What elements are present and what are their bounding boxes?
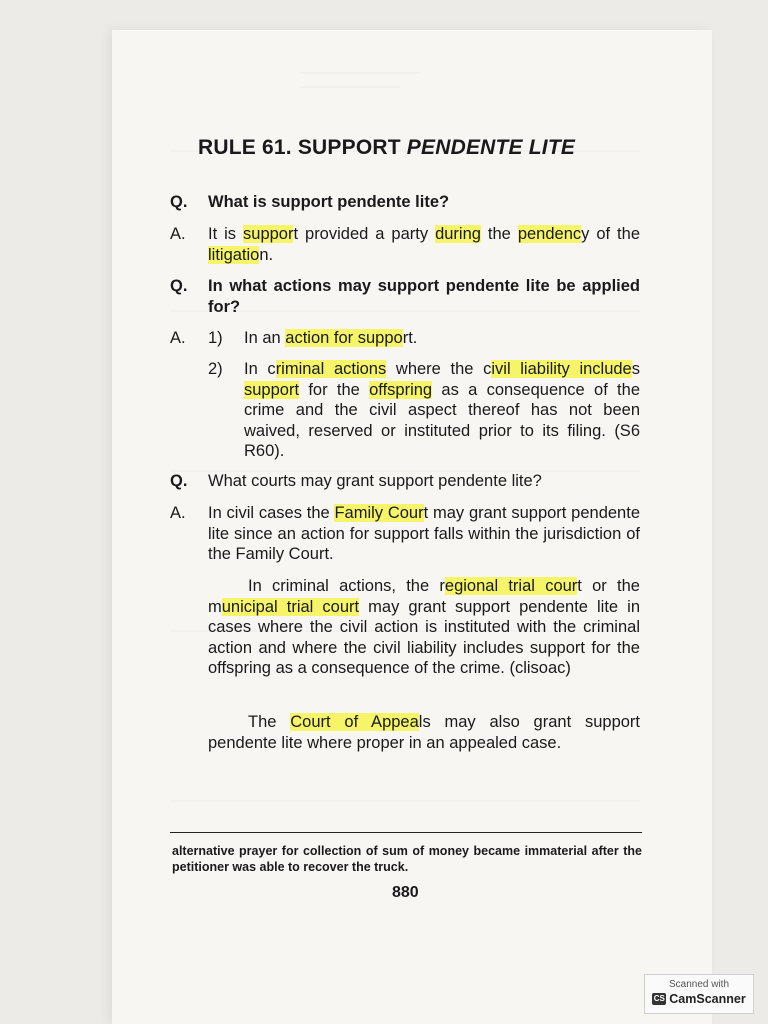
answer-3-paragraph-3 <box>170 712 640 756</box>
question-1 <box>170 192 640 214</box>
question-text: What courts may grant support pendente lite? <box>208 472 542 490</box>
item-number: 1) <box>208 329 223 347</box>
highlight: Family Cour <box>334 504 424 522</box>
highlight: unicipal trial court <box>221 597 360 616</box>
highlight: ivil liability include <box>491 360 632 378</box>
highlight: litigatio <box>208 245 260 264</box>
highlight: egional trial cour <box>444 577 578 595</box>
answer-3-paragraph-1 <box>170 503 640 567</box>
answer-1 <box>170 224 640 268</box>
highlight: suppor <box>243 225 294 243</box>
question-label: Q. <box>170 277 188 295</box>
question-label: Q. <box>170 472 188 490</box>
camscanner-watermark <box>644 974 754 1014</box>
watermark-caption: Scanned with <box>668 979 730 990</box>
highlight: support <box>244 380 300 399</box>
answer-2-item-2 <box>170 359 640 463</box>
item-text: In criminal actions where the civil liability includes support for the offspring as a consequence of the crime and the civil aspect thereof has not been waived, reserved or instituted prior to its filing. (S6 R60). <box>244 360 640 460</box>
paragraph-text: In criminal actions, the regional trial court or the municipal trial court may grant support pendente lite in cases where the civil action is instituted with the criminal action and where the civil liability includes support for the offspring as a consequence of the crime. (clisoac) <box>208 577 641 677</box>
page-number: 880 <box>392 884 419 901</box>
camscanner-logo-icon: CS <box>653 994 665 1003</box>
paragraph-text: In civil cases the Family Court may grant support pendente lite since an action for support falls within the jurisdiction of the Family Court. <box>208 504 640 563</box>
answer-text: It is support provided a party during the pendency of the litigation. <box>208 225 640 264</box>
footnote-divider <box>170 832 642 833</box>
answer-2-item-1 <box>170 328 640 350</box>
answer-3-paragraph-2 <box>170 576 640 700</box>
highlight: pendenc <box>517 225 582 243</box>
item-text: In an action for support. <box>244 329 418 347</box>
rule-heading-italic: PENDENTE LITE <box>406 136 576 159</box>
highlight: during <box>435 225 481 243</box>
highlight: offspring <box>369 380 433 399</box>
paragraph-text: The Court of Appeals may also grant support pendente lite where proper in an appealed case. <box>208 713 641 752</box>
question-2 <box>170 276 640 320</box>
question-3 <box>170 471 640 493</box>
highlight: Court of Appea <box>290 713 419 731</box>
highlight: riminal actions <box>275 360 387 378</box>
question-text: In what actions may support pendente lite be applied for? <box>208 277 640 316</box>
rule-heading <box>198 136 575 160</box>
watermark-brand: CamScanner <box>669 992 746 1006</box>
rule-heading-label: RULE 61. SUPPORT <box>198 136 401 159</box>
question-label: Q. <box>170 193 188 211</box>
answer-label: A. <box>170 225 186 243</box>
answer-label: A. <box>170 504 186 522</box>
highlight: action for suppo <box>285 329 403 347</box>
answer-label: A. <box>170 329 186 347</box>
footnote: alternative prayer for collection of sum of money became immaterial after the petitioner was able to recover the truck. <box>172 844 642 874</box>
question-text: What is support pendente lite? <box>208 193 450 211</box>
item-number: 2) <box>208 360 223 378</box>
